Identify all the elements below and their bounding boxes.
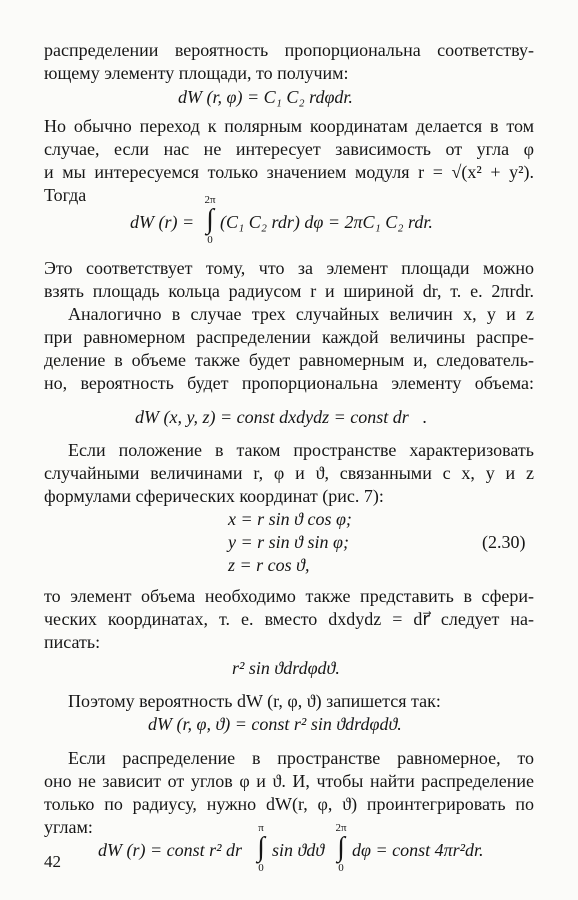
text-line: распределении вероятность пропорциональна соответству- — [44, 40, 534, 60]
equation-line: y = r sin ϑ sin φ; — [228, 532, 349, 552]
text-line: то элемент объема необходимо также представить в сфери- — [44, 586, 534, 606]
integral-upper-limit: 2π — [204, 194, 216, 206]
equation-lhs: dW (r) = — [130, 212, 195, 232]
text-line: случайными величинами r, φ и ϑ, связанными с x, y и z — [44, 463, 534, 483]
equation-number: (2.30) — [482, 532, 526, 552]
equation: dW (r, φ) = C₁ C₂ rdφdr. — [178, 87, 353, 107]
text-line: формулами сферических координат (рис. 7): — [44, 486, 384, 506]
text-line: Но обычно переход к полярным координатам делается в том — [44, 116, 534, 136]
text-line: но, вероятность будет пропорциональна элементу объема: — [44, 373, 534, 393]
integral-upper-limit: π — [258, 822, 264, 834]
text-line: Поэтому вероятность dW (r, φ, ϑ) запишется так: — [68, 691, 441, 711]
text-line: Если положение в таком пространстве характеризовать — [68, 440, 534, 460]
equation-rhs: (C₁ C₂ rdr) dφ = 2πC₁ C₂ rdr. — [220, 212, 433, 232]
integral-sign: ∫ — [206, 204, 214, 235]
equation-line: z = r cos ϑ, — [228, 555, 310, 575]
equation-line: x = r sin ϑ cos φ; — [228, 509, 352, 529]
integral-upper-limit: 2π — [335, 822, 347, 834]
text-line: деление в объеме также будет равномерным и, следователь- — [44, 350, 534, 370]
integral-lower-limit: 0 — [207, 234, 213, 246]
equation-part: sin ϑdϑ — [272, 840, 325, 860]
text-line: взять площадь кольца радиусом r и шириной dr, т. е. 2πrdr. — [44, 281, 534, 301]
equation: dW (r, φ, ϑ) = const r² sin ϑdrdφdϑ. — [148, 714, 402, 734]
text-line: оно не зависит от углов φ и ϑ. И, чтобы найти распределение — [44, 771, 534, 791]
text-line: только по радиусу, нужно dW(r, φ, ϑ) проинтегрировать по — [44, 794, 534, 814]
text-line: при равномерном распределении каждой величины распре- — [44, 327, 534, 347]
integral — [198, 194, 222, 246]
integral-sign: ∫ — [257, 832, 265, 863]
text-line: углам: — [44, 817, 93, 837]
integral — [251, 822, 271, 874]
text-line: ющему элементу площади, то получим: — [44, 63, 349, 83]
text-line: и мы интересуемся только значением модуля r = √(x² + y²). — [44, 162, 534, 182]
text-line: случае, если нас не интересует зависимость от угла φ — [44, 139, 534, 159]
equation-part: dφ = const 4πr²dr. — [352, 840, 484, 860]
text-line: Если распределение в пространстве равномерное, то — [68, 748, 534, 768]
page-number: 42 — [44, 852, 61, 871]
integral-sign: ∫ — [337, 832, 345, 863]
integral-lower-limit: 0 — [338, 862, 344, 874]
equation: dW (x, y, z) = const dxdydz = const dr⃗. — [135, 407, 428, 427]
text-line: писать: — [44, 632, 101, 652]
text-line: ческих координатах, т. е. вместо dxdydz = dr⃗ следует на- — [44, 609, 534, 629]
equation-part: dW (r) = const r² dr — [98, 840, 243, 860]
text-line: Аналогично в случае трех случайных величин x, y и z — [68, 304, 534, 324]
equation: r² sin ϑdrdφdϑ. — [232, 658, 340, 678]
integral — [330, 822, 352, 874]
text-line: Тогда — [44, 185, 87, 205]
integral-lower-limit: 0 — [258, 862, 264, 874]
text-line: Это соответствует тому, что за элемент площади можно — [44, 258, 534, 278]
